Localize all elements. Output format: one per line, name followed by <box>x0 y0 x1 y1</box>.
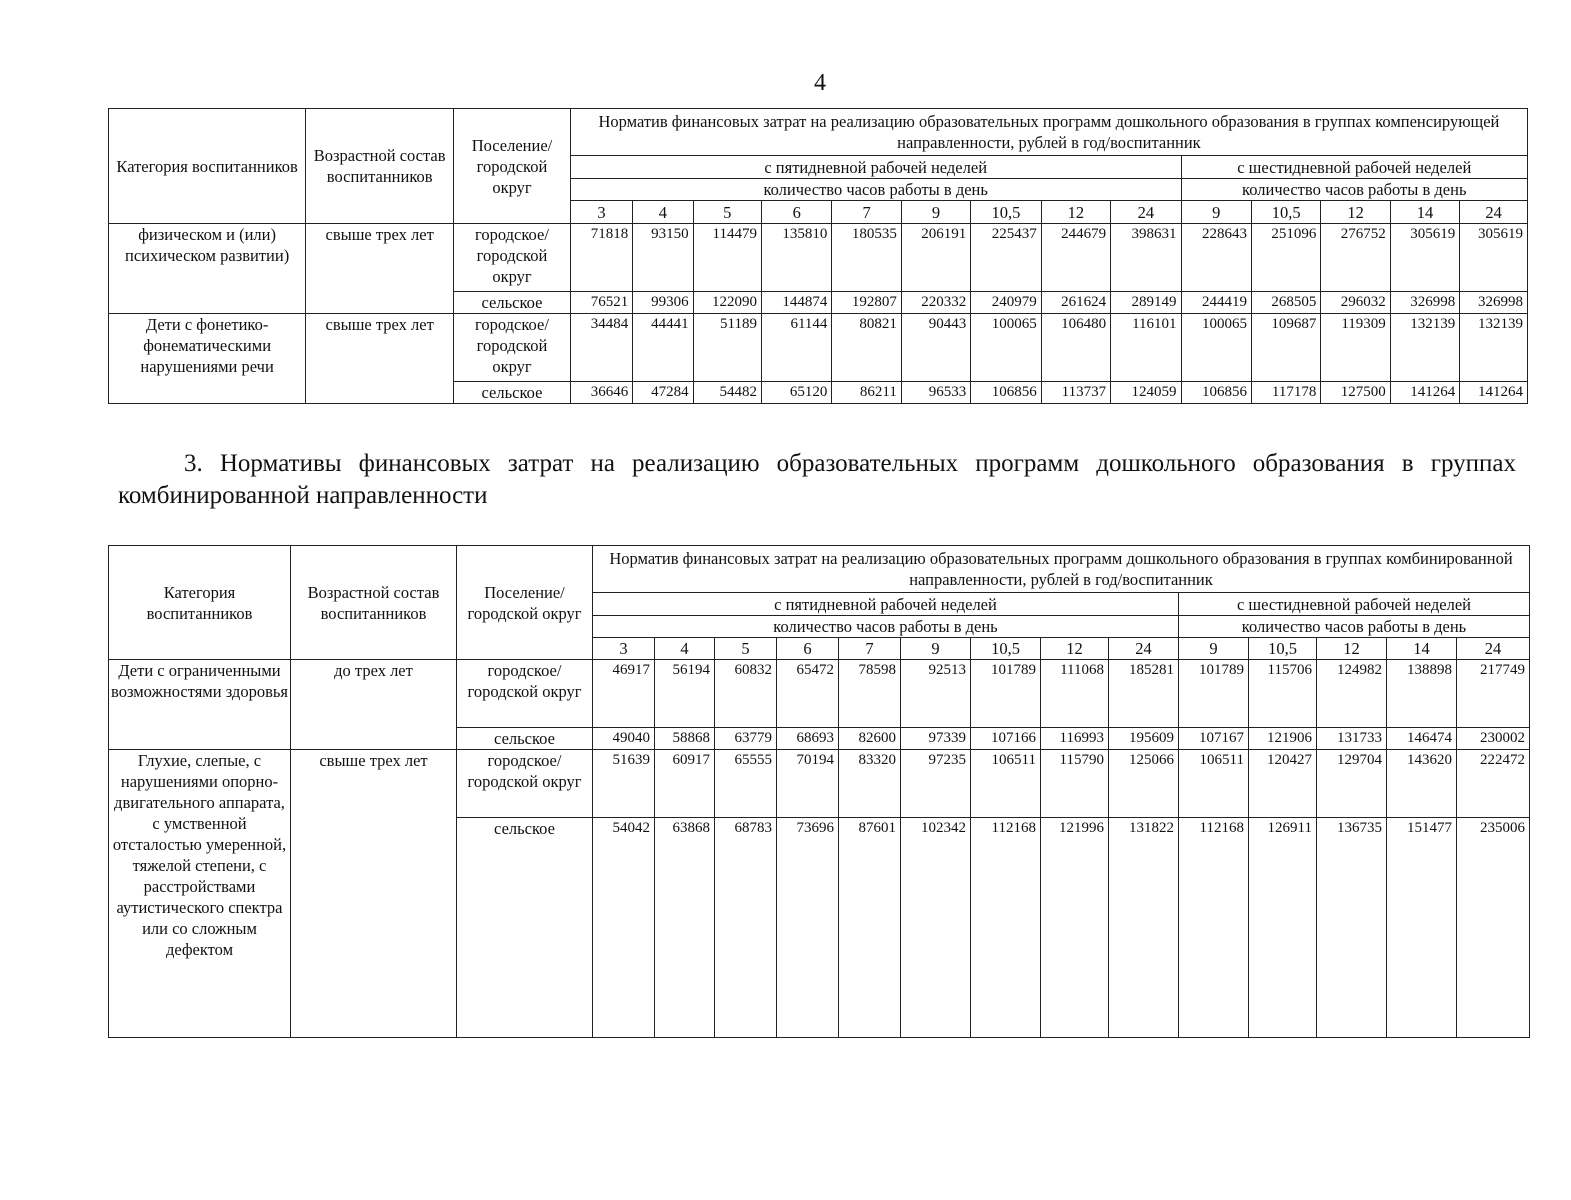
header-hours-cell: 24 <box>1109 638 1179 660</box>
header-hours-cell: 24 <box>1457 638 1530 660</box>
value-cell: 125066 <box>1109 750 1179 818</box>
value-cell: 225437 <box>971 224 1041 292</box>
table-row <box>109 660 1530 728</box>
value-cell: 78598 <box>839 660 901 728</box>
value-cell: 296032 <box>1321 292 1390 314</box>
value-cell: 92513 <box>901 660 971 728</box>
value-cell: 106511 <box>1179 750 1249 818</box>
header-hours-cell: 5 <box>715 638 777 660</box>
settlement-cell: сельское <box>457 818 593 1038</box>
value-cell: 115790 <box>1041 750 1109 818</box>
value-cell: 70194 <box>777 750 839 818</box>
value-cell: 101789 <box>971 660 1041 728</box>
value-cell: 68783 <box>715 818 777 1038</box>
value-cell: 135810 <box>762 224 832 292</box>
header-hours-cell: 9 <box>1179 638 1249 660</box>
value-cell: 116101 <box>1111 314 1181 382</box>
value-cell: 65555 <box>715 750 777 818</box>
value-cell: 34484 <box>570 314 632 382</box>
value-cell: 90443 <box>901 314 970 382</box>
value-cell: 195609 <box>1109 728 1179 750</box>
settlement-cell: городское/ городской округ <box>454 224 571 292</box>
value-cell: 107166 <box>971 728 1041 750</box>
value-cell: 143620 <box>1387 750 1457 818</box>
value-cell: 116993 <box>1041 728 1109 750</box>
value-cell: 131822 <box>1109 818 1179 1038</box>
header-row <box>109 546 1530 593</box>
header-hours-five: количество часов работы в день <box>593 616 1179 638</box>
header-hours-cell: 10,5 <box>971 638 1041 660</box>
page-number: 4 <box>814 70 826 96</box>
value-cell: 61144 <box>762 314 832 382</box>
header-hours-cell: 9 <box>1181 201 1251 224</box>
header-hours-cell: 5 <box>693 201 761 224</box>
age-cell: свыше трех лет <box>291 750 457 1038</box>
value-cell: 124059 <box>1111 382 1181 404</box>
value-cell: 244419 <box>1181 292 1251 314</box>
value-cell: 106511 <box>971 750 1041 818</box>
value-cell: 131733 <box>1317 728 1387 750</box>
value-cell: 305619 <box>1460 224 1528 292</box>
value-cell: 93150 <box>633 224 693 292</box>
value-cell: 124982 <box>1317 660 1387 728</box>
header-five-day-week: с пятидневной рабочей неделей <box>593 593 1179 616</box>
value-cell: 71818 <box>570 224 632 292</box>
value-cell: 261624 <box>1041 292 1110 314</box>
header-norm-title: Норматив финансовых затрат на реализацию образовательных программ дошкольного образования в группах компенсирующей направленности, рублей в год/воспитанник <box>570 109 1527 156</box>
category-cell: Дети с фонетико-фонематическими нарушениями речи <box>109 314 306 404</box>
value-cell: 122090 <box>693 292 761 314</box>
header-six-day-week: с шестидневной рабочей неделей <box>1179 593 1530 616</box>
value-cell: 60917 <box>655 750 715 818</box>
value-cell: 65120 <box>762 382 832 404</box>
age-cell: свыше трех лет <box>306 224 454 314</box>
value-cell: 68693 <box>777 728 839 750</box>
value-cell: 217749 <box>1457 660 1530 728</box>
value-cell: 119309 <box>1321 314 1390 382</box>
value-cell: 54042 <box>593 818 655 1038</box>
value-cell: 51639 <box>593 750 655 818</box>
header-row <box>109 109 1528 156</box>
settlement-cell: сельское <box>454 382 571 404</box>
value-cell: 144874 <box>762 292 832 314</box>
header-hours-cell: 10,5 <box>1251 201 1320 224</box>
value-cell: 136735 <box>1317 818 1387 1038</box>
value-cell: 268505 <box>1251 292 1320 314</box>
value-cell: 326998 <box>1460 292 1528 314</box>
value-cell: 180535 <box>832 224 901 292</box>
value-cell: 46917 <box>593 660 655 728</box>
header-hours-cell: 6 <box>777 638 839 660</box>
value-cell: 230002 <box>1457 728 1530 750</box>
settlement-cell: городское/ городской округ <box>457 660 593 728</box>
value-cell: 80821 <box>832 314 901 382</box>
settlement-cell: сельское <box>457 728 593 750</box>
age-cell: до трех лет <box>291 660 457 750</box>
value-cell: 60832 <box>715 660 777 728</box>
value-cell: 146474 <box>1387 728 1457 750</box>
value-cell: 127500 <box>1321 382 1390 404</box>
value-cell: 109687 <box>1251 314 1320 382</box>
value-cell: 100065 <box>971 314 1041 382</box>
settlement-cell: городское/ городской округ <box>457 750 593 818</box>
value-cell: 192807 <box>832 292 901 314</box>
value-cell: 305619 <box>1390 224 1459 292</box>
value-cell: 96533 <box>901 382 970 404</box>
table-row <box>109 314 1528 382</box>
category-cell: Глухие, слепые, с нарушениями опорно-двигательного аппарата, с умственной отсталостью умеренной, тяжелой степени, с расстройствами аутистического спектра или со сложным дефектом <box>109 750 291 1038</box>
value-cell: 101789 <box>1179 660 1249 728</box>
header-hours-cell: 7 <box>832 201 901 224</box>
header-hours-cell: 12 <box>1317 638 1387 660</box>
value-cell: 121996 <box>1041 818 1109 1038</box>
value-cell: 132139 <box>1460 314 1528 382</box>
header-settlement: Поселение/ городской округ <box>454 109 571 224</box>
header-age: Возрастной состав воспитанников <box>291 546 457 660</box>
value-cell: 58868 <box>655 728 715 750</box>
header-six-day-week: с шестидневной рабочей неделей <box>1181 156 1527 179</box>
value-cell: 56194 <box>655 660 715 728</box>
value-cell: 111068 <box>1041 660 1109 728</box>
value-cell: 106856 <box>1181 382 1251 404</box>
value-cell: 120427 <box>1249 750 1317 818</box>
value-cell: 86211 <box>832 382 901 404</box>
header-hours-cell: 24 <box>1460 201 1528 224</box>
value-cell: 114479 <box>693 224 761 292</box>
value-cell: 115706 <box>1249 660 1317 728</box>
value-cell: 99306 <box>633 292 693 314</box>
header-hours-cell: 12 <box>1041 201 1110 224</box>
value-cell: 138898 <box>1387 660 1457 728</box>
header-hours-five: количество часов работы в день <box>570 179 1181 201</box>
header-hours-cell: 9 <box>901 201 970 224</box>
value-cell: 113737 <box>1041 382 1110 404</box>
value-cell: 151477 <box>1387 818 1457 1038</box>
header-hours-cell: 3 <box>593 638 655 660</box>
value-cell: 206191 <box>901 224 970 292</box>
header-hours-cell: 14 <box>1387 638 1457 660</box>
value-cell: 106480 <box>1041 314 1110 382</box>
value-cell: 63868 <box>655 818 715 1038</box>
header-hours-cell: 14 <box>1390 201 1459 224</box>
header-hours-cell: 24 <box>1111 201 1181 224</box>
value-cell: 326998 <box>1390 292 1459 314</box>
combined-groups-table <box>108 545 1530 1038</box>
header-hours-cell: 10,5 <box>1249 638 1317 660</box>
header-category: Категория воспитанников <box>109 109 306 224</box>
header-category: Категория воспитанников <box>109 546 291 660</box>
value-cell: 185281 <box>1109 660 1179 728</box>
value-cell: 235006 <box>1457 818 1530 1038</box>
header-hours-cell: 3 <box>570 201 632 224</box>
settlement-cell: сельское <box>454 292 571 314</box>
value-cell: 83320 <box>839 750 901 818</box>
value-cell: 117178 <box>1251 382 1320 404</box>
value-cell: 73696 <box>777 818 839 1038</box>
value-cell: 36646 <box>570 382 632 404</box>
value-cell: 63779 <box>715 728 777 750</box>
value-cell: 54482 <box>693 382 761 404</box>
header-age: Возрастной состав воспитанников <box>306 109 454 224</box>
value-cell: 106856 <box>971 382 1041 404</box>
header-five-day-week: с пятидневной рабочей неделей <box>570 156 1181 179</box>
value-cell: 76521 <box>570 292 632 314</box>
header-norm-title: Норматив финансовых затрат на реализацию образовательных программ дошкольного образования в группах комбинированной направленности, рублей в год/воспитанник <box>593 546 1530 593</box>
value-cell: 112168 <box>1179 818 1249 1038</box>
value-cell: 132139 <box>1390 314 1459 382</box>
value-cell: 51189 <box>693 314 761 382</box>
header-hours-cell: 10,5 <box>971 201 1041 224</box>
category-cell: Дети с ограниченными возможностями здоровья <box>109 660 291 750</box>
value-cell: 141264 <box>1460 382 1528 404</box>
value-cell: 47284 <box>633 382 693 404</box>
value-cell: 251096 <box>1251 224 1320 292</box>
value-cell: 228643 <box>1181 224 1251 292</box>
value-cell: 222472 <box>1457 750 1530 818</box>
value-cell: 49040 <box>593 728 655 750</box>
section-3-heading: 3. Нормативы финансовых затрат на реализацию образовательных программ дошкольного образования в группах комбинированной направленности <box>118 450 1516 509</box>
table-row <box>109 224 1528 292</box>
header-hours-cell: 4 <box>655 638 715 660</box>
value-cell: 289149 <box>1111 292 1181 314</box>
value-cell: 107167 <box>1179 728 1249 750</box>
value-cell: 129704 <box>1317 750 1387 818</box>
compensating-groups-table <box>108 108 1528 404</box>
category-cell: физическом и (или) психическом развитии) <box>109 224 306 314</box>
header-hours-cell: 4 <box>633 201 693 224</box>
header-hours-cell: 6 <box>762 201 832 224</box>
value-cell: 112168 <box>971 818 1041 1038</box>
header-hours-six: количество часов работы в день <box>1179 616 1530 638</box>
header-hours-cell: 12 <box>1041 638 1109 660</box>
value-cell: 276752 <box>1321 224 1390 292</box>
value-cell: 97235 <box>901 750 971 818</box>
value-cell: 100065 <box>1181 314 1251 382</box>
value-cell: 65472 <box>777 660 839 728</box>
value-cell: 82600 <box>839 728 901 750</box>
value-cell: 121906 <box>1249 728 1317 750</box>
header-hours-cell: 7 <box>839 638 901 660</box>
value-cell: 87601 <box>839 818 901 1038</box>
value-cell: 220332 <box>901 292 970 314</box>
header-hours-cell: 9 <box>901 638 971 660</box>
settlement-cell: городское/ городской округ <box>454 314 571 382</box>
table-row <box>109 750 1530 818</box>
value-cell: 244679 <box>1041 224 1110 292</box>
value-cell: 398631 <box>1111 224 1181 292</box>
value-cell: 102342 <box>901 818 971 1038</box>
age-cell: свыше трех лет <box>306 314 454 404</box>
value-cell: 240979 <box>971 292 1041 314</box>
value-cell: 126911 <box>1249 818 1317 1038</box>
header-hours-cell: 12 <box>1321 201 1390 224</box>
value-cell: 141264 <box>1390 382 1459 404</box>
header-settlement: Поселение/ городской округ <box>457 546 593 660</box>
value-cell: 44441 <box>633 314 693 382</box>
header-hours-six: количество часов работы в день <box>1181 179 1527 201</box>
value-cell: 97339 <box>901 728 971 750</box>
